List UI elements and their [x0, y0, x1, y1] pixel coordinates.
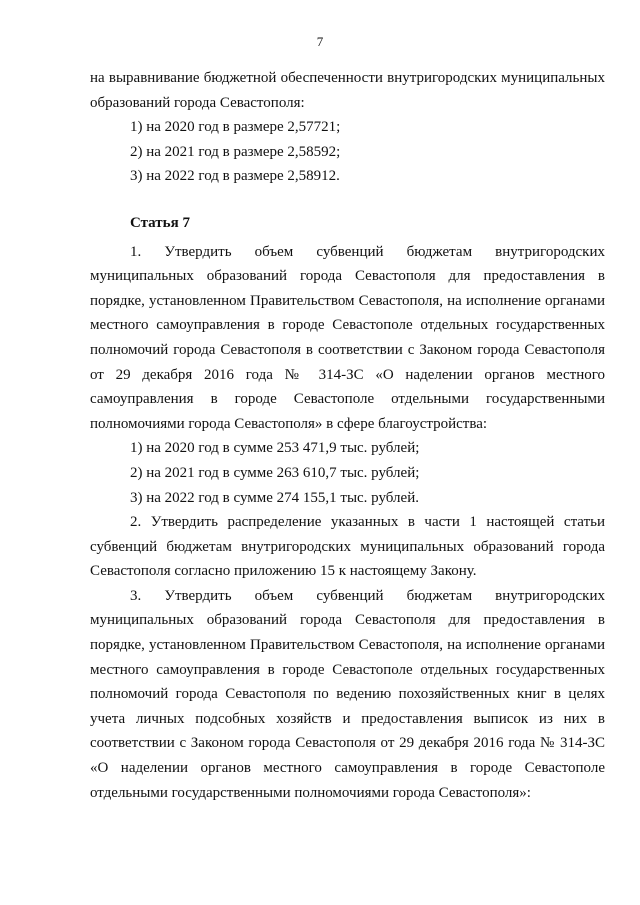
intro-item-2021: 2) на 2021 год в размере 2,58592; [130, 143, 341, 160]
article-part-1: 1. Утвердить объем субвенций бюджетам внутригородских муниципальных образований города Севастополя для предоставления в порядке, установленном Правительством Севастополя, на исполнение органами местного самоуправления в городе Севастополе отдельных государственных полномочий города Севастополя в соответствии с Законом города Севастополя от 29 декабря 2016 года № 314-ЗС «О наделении органов местного самоуправления в городе Севастополе отдельными государственными полномочиями города Севастополя» в сфере благоустройства: [90, 243, 605, 432]
article-heading: Статья 7 [130, 214, 190, 231]
intro-item-2022: 3) на 2022 год в размере 2,58912. [130, 168, 340, 185]
document-body [90, 66, 605, 805]
part-1-item-2020: 1) на 2020 год в сумме 253 471,9 тыс. рублей; [130, 440, 420, 457]
page-number: 7 [316, 34, 324, 49]
intro-paragraph: на выравнивание бюджетной обеспеченности внутригородских муниципальных образований города Севастополя: [90, 70, 605, 111]
intro-item-2020: 1) на 2020 год в размере 2,57721; [130, 119, 341, 136]
article-part-3: 3. Утвердить объем субвенций бюджетам внутригородских муниципальных образований города Севастополя для предоставления в порядке, установленном Правительством Севастополя, на исполнение органами местного самоуправления в городе Севастополе отдельных государственных полномочий города Севастополя по ведению похозяйственных книг в целях учета личных подсобных хозяйств и предоставления выписок из них в соответствии с Законом города Севастополя от 29 декабря 2016 года № 314-ЗС «О наделении органов местного самоуправления в городе Севастополе отдельными государственными полномочиями города Севастополя»: [90, 587, 605, 801]
article-part-2: 2. Утвердить распределение указанных в части 1 настоящей статьи субвенций бюджетам внутригородских муниципальных образований города Севастополя согласно приложению 15 к настоящему Закону. [90, 514, 605, 580]
part-1-item-2021: 2) на 2021 год в сумме 263 610,7 тыс. рублей; [130, 464, 420, 481]
part-1-item-2022: 3) на 2022 год в сумме 274 155,1 тыс. рублей. [130, 489, 419, 506]
